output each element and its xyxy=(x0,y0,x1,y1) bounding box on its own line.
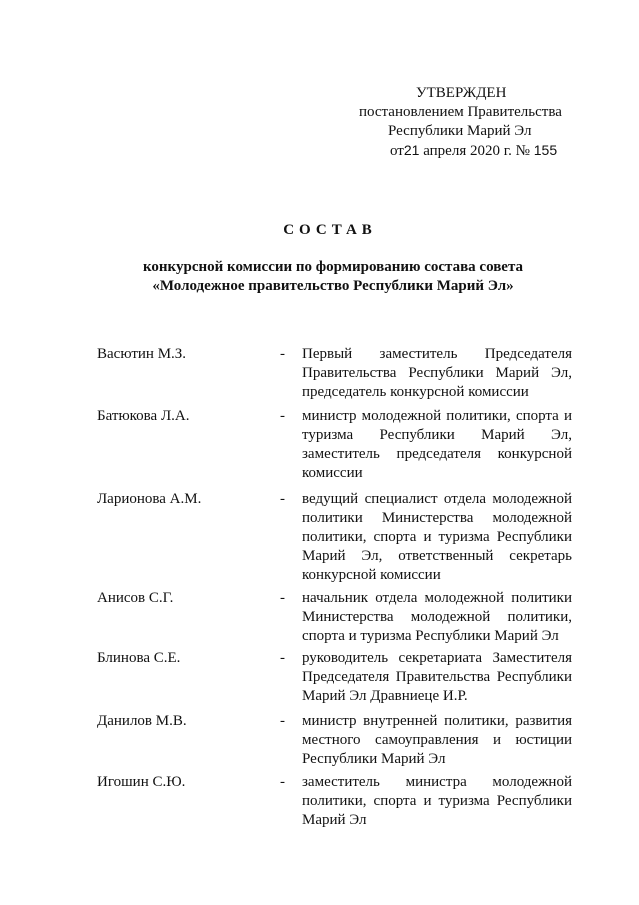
member-role: ведущий специалист отдела молодежной политики Министерства молодежной политики, спорта и туризма Республики Марий Эл, ответственный секретарь конкурсной комиссии xyxy=(302,491,572,583)
approval-decree-number: 155 xyxy=(533,142,558,158)
member-name: Блинова С.Е. xyxy=(97,650,181,666)
approval-decree-line: постановлением Правительства xyxy=(359,104,562,120)
member-role: министр внутренней политики, развития местного самоуправления и юстиции Республики Марий Эл xyxy=(302,713,572,767)
member-name: Данилов М.В. xyxy=(97,713,187,729)
approval-heading: УТВЕРЖДЕН xyxy=(416,85,507,101)
member-role: руководитель секретариата Заместителя Председателя Правительства Республики Марий Эл Дравниеце И.Р. xyxy=(302,650,572,704)
member-dash: - xyxy=(280,408,285,424)
document-title: СОСТАВ xyxy=(283,222,377,238)
member-dash: - xyxy=(280,491,285,507)
member-dash: - xyxy=(280,650,285,666)
member-dash: - xyxy=(280,346,285,362)
member-role: начальник отдела молодежной политики Министерства молодежной политики, спорта и туризма Республики Марий Эл xyxy=(302,590,572,644)
member-role: заместитель министра молодежной политики, спорта и туризма Республики Марий Эл xyxy=(302,774,572,828)
member-dash: - xyxy=(280,590,285,606)
subtitle-line-1: конкурсной комиссии по формированию состава совета xyxy=(142,259,524,275)
approval-date-day: 21 xyxy=(403,142,420,158)
member-name: Ларионова А.М. xyxy=(97,491,202,507)
member-entry xyxy=(97,649,577,712)
member-entry xyxy=(97,589,577,649)
member-entry xyxy=(97,490,577,589)
member-entry xyxy=(97,345,577,407)
member-role: министр молодежной политики, спорта и туризма Республики Марий Эл, заместитель председателя конкурсной комиссии xyxy=(302,408,572,481)
approval-date-prefix: от xyxy=(390,143,404,159)
approval-date-rest: апреля 2020 г. № xyxy=(419,143,534,159)
members-list xyxy=(97,345,577,833)
approval-republic-line: Республики Марий Эл xyxy=(388,123,532,139)
approval-stamp xyxy=(350,84,590,161)
member-entry xyxy=(97,407,577,490)
member-name: Анисов С.Г. xyxy=(97,590,174,606)
document-subtitle xyxy=(0,258,639,296)
member-role: Первый заместитель Председателя Правительства Республики Марий Эл, председатель конкурсной комиссии xyxy=(302,346,572,400)
subtitle-line-2: «Молодежное правительство Республики Марий Эл» xyxy=(152,278,514,294)
member-entry xyxy=(97,773,577,833)
member-name: Батюкова Л.А. xyxy=(97,408,190,424)
member-entry xyxy=(97,712,577,773)
member-name: Игошин С.Ю. xyxy=(97,774,186,790)
member-name: Васютин М.З. xyxy=(97,346,187,362)
member-dash: - xyxy=(280,774,285,790)
approval-date-line xyxy=(350,141,590,161)
member-dash: - xyxy=(280,713,285,729)
